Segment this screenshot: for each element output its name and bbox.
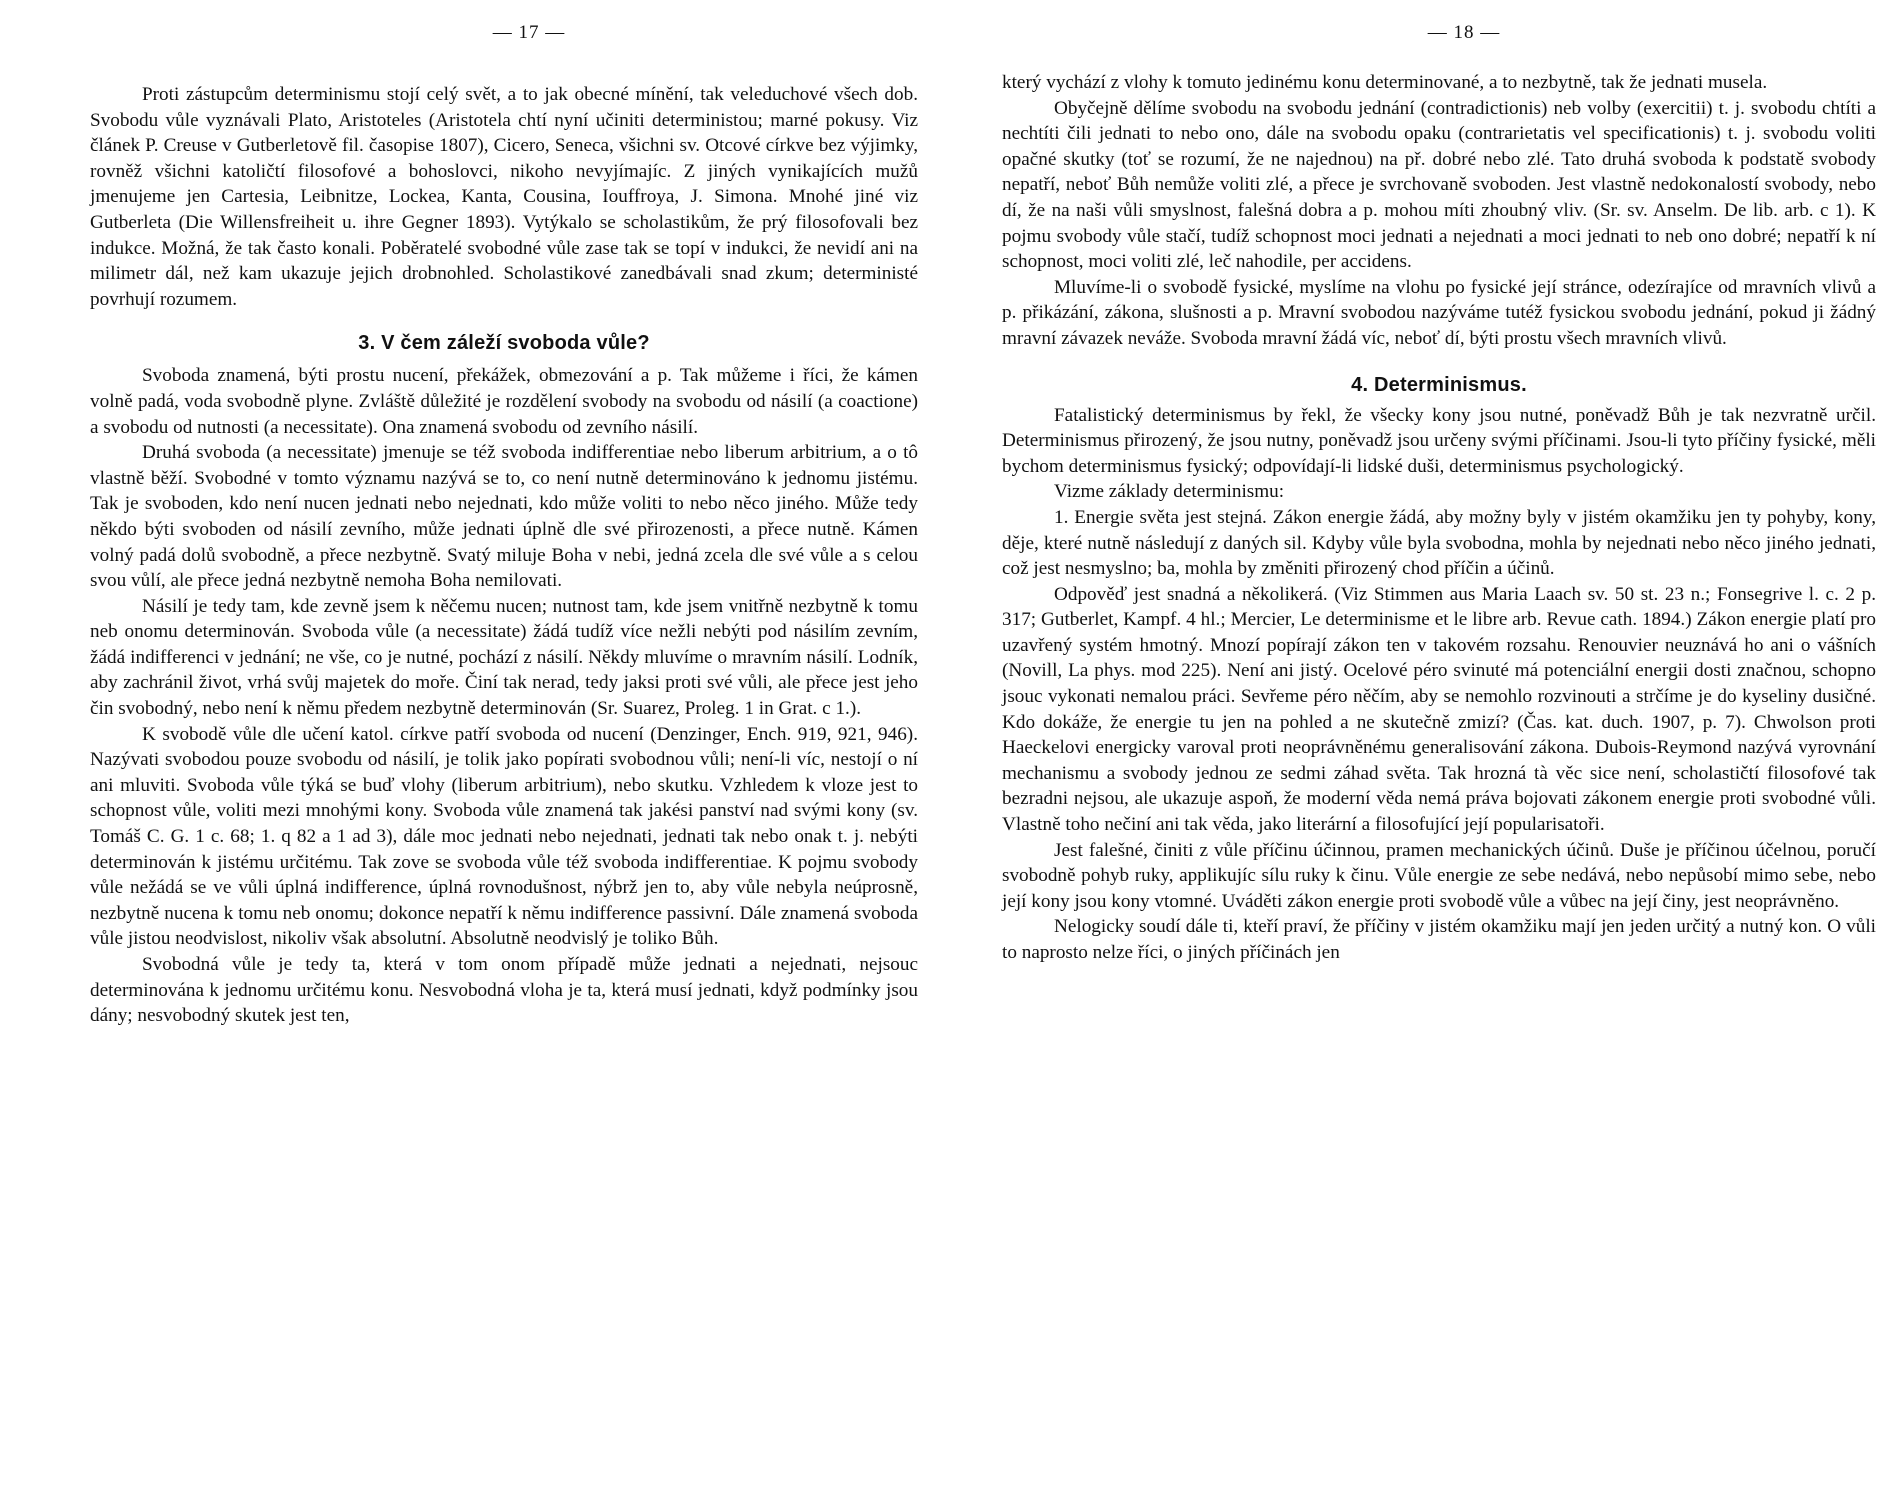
paragraph: který vychází z vlohy k tomuto jedinému konu determinované, a to nezbytně, tak že jednati musela. [1002,72,1768,93]
paragraph: Vizme základy determinismu: [1054,481,1285,503]
paragraph: Násilí je tedy tam, kde zevně jsem k něčemu nucen; nutnost tam, kde jsem vnitřně nezbytně k tomu neb onomu determinován. Svoboda vůle (a necessitate) žádá tudíž více nežli nebýti pod násilím zevním, žádá indifferenci v jednání; ne vše, co je nutné, pochází z násilí. Někdy mluvíme o mravním násilí. Lodník, aby zachránil život, vrhá svůj majetek do moře. Činí tak nerad, tedy jaksi proti své vůli, ale přece jest jeho čin svobodný, nebo není k němu předem nezbytně determinován (Sr. Suarez, Proleg. 1 in Grat. c 1.). [90,595,918,720]
paragraph: Nelogicky soudí dále ti, kteří praví, že příčiny v jistém okamžiku mají jen jeden určitý a nutný kon. O vůli to naprosto nelze říci, o jiných příčinách jen [1002,916,1876,963]
paragraph: K svobodě vůle dle učení katol. církve patří svoboda od nucení (Denzinger, Ench. 919, 921, 946). Nazývati svobodou pouze svobodu od násilí, je tolik jako popírati svobodnou vůli; není-li víc, nestojí o ní ani mluviti. Svoboda vůle týká se buď vlohy (liberum arbitrium), nebo skutku. Vzhledem k vloze jest to schopnost vůle, voliti mezi mnohými kony. Svoboda vůle znamená tak jakési panství nad svými kony (sv. Tomáš C. G. 1 c. 68; 1. q 82 a 1 ad 3), dále moc jednati nebo nejednati, jednati tak nebo onak t. j. nebýti determinován k jistému určitému. Tak zove se svoboda vůle též svoboda indifferentiae. K pojmu svobody vůle nežádá se ve vůli úplná indifference, úplná rovnodušnost, nýbrž jen to, aby vůle nebyla neúprosně, nezbytně nucena k tomu neb onomu; dokonce nepatří k němu indifference passivní. Dále znamená svoboda vůle jistou neodvislost, nikoliv však absolutní. Absolutně neodvislý je toliko Bůh. [90,723,918,950]
page-number: — 17 — [492,22,566,43]
paragraph: Svobodná vůle je tedy ta, která v tom onom případě může jednati a nejednati, nejsouc determinována k jednomu určitému konu. Nesvobodná vloha je ta, která musí jednati, když podmínky jsou dány; nesvobodný skutek jest ten, [90,954,918,1027]
paragraph: Proti zástupcům determinismu stojí celý svět, a to jak obecné mínění, tak veleduchové všech dob. Svobodu vůle vyznávali Plato, Aristoteles (Aristotela chtí nyní učiniti deterministou; marné pokusy. Viz článek P. Creuse v Gutberletově fil. časopise 1807), Cicero, Seneca, všichni sv. Otcové církve bez výjimky, rovněž všichni katoličtí filosofové a bohoslovci, nikoho nevyjímajíc. Z jiných vynikajících mužů jmenujeme jen Cartesia, Leibnitze, Lockea, Kanta, Cousina, Iouffroya, J. Simona. Mnohé jiné viz Gutberleta (Die Willensfreiheit u. ihre Gegner 1893). Vytýkalo se scholastikům, že prý filosofovali bez indukce. Možná, že tak často konali. Poběratelé svobodné vůle zase tak se topí v indukci, že nevidí ani na milimetr dál, než kam ukazuje jejich drobnohled. Scholastikové zanedbávali snad zkum; deterministé povrhují rozumem. [90,84,918,310]
paragraph: Fatalistický determinismus by řekl, že všecky kony jsou nutné, poněvadž Bůh je tak nezvratně určil. Determinismus přirozený, že jsou nutny, poněvadž jsou určeny svými příčinami. Jsou-li tyto příčiny fysické, měli bychom determinismus fysický; odpovídají-li lidské duši, determinismus psychologický. [1002,404,1876,477]
page-number: — 18 — [1427,22,1501,43]
paragraph: Odpověď jest snadná a několikerá. (Viz Stimmen aus Maria Laach sv. 50 st. 23 n.; Fonsegrive l. c. 2 p. 317; Gutberlet, Kampf. 4 hl.; Mercier, Le determinisme et le libre arb. Revue cath. 1894.) Zákon energie platí pro uzavřený systém hmotný. Mnozí popírají zákon ten v takovém rozsahu. Renouvier neuznává ho ani o vášních (Novill, La phys. mod 225). Není ani jistý. Ocelové péro svinuté má potenciální energii dosti značnou, schopno jsouc vykonati nemalou práci. Sevřeme péro něčím, aby se nemohlo rozvinouti a strčíme je do kyseliny dusičné. Kdo dokáže, že energie tu jen na pohled a ne skutečně zmizí? (Čas. kat. duch. 1907, p. 7). Chwolson proti Haeckelovi energicky varoval proti neoprávněnému generalisování zákona. Dubois-Reymond nazývá vyrovnání mechanismu a svobody jednou ze sedmi záhad světa. Tak hrozná tà věc sice není, scholastičtí filosofové tak bezradni nejsou, ale ukazuje aspoň, že moderní věda nemá práva bojovati zákonem energie proti svobodné vůli. Vlastně toho nečiní ani tak věda, jako literární a filosofující její popularisatoři. [1002,583,1876,836]
paragraph: Mluvíme-li o svobodě fysické, myslíme na vlohu po fysické její stránce, odezírajíce od mravních vlivů a p. přikázání, zákona, slušnosti a p. Mravní svobodou nazýváme tutéž fysickou svobodu jednání, pokud ji žádný mravní závazek neváže. Svoboda mravní žádá víc, neboť dí, býti prostu všech mravních vlivů. [1002,276,1876,349]
section-heading: 3. V čem záleží svoboda vůle? [358,332,650,355]
paragraph: 1. Energie světa jest stejná. Zákon energie žádá, aby možny byly v jistém okamžiku jen ty pohyby, kony, děje, které nutně následují z daných sil. Kdyby vůle byla svobodna, mohla by nejednati nebo něco jiného jednati, což jest nesmyslno; ba, mohla by změniti přirozený chod příčin a účinů. [1002,506,1876,580]
paragraph: Obyčejně dělíme svobodu na svobodu jednání (contradictionis) neb volby (exercitii) t. j. svobodu chtíti a nechtíti čili jednati to nebo ono, dále na svobodu opaku (contrarietatis vel specificationis) t. j. svobodu voliti opačné skutky (toť se rozumí, že ne najednou) na př. dobré nebo zlé. Tato druhá svoboda k podstatě svobody nepatří, neboť Bůh nemůže voliti zlé, a přece je svrchovaně svoboden. Jest vlastně nedokonalostí svobody, nebo dí, že na naši vůli smyslnost, falešná dobra a p. mohou míti zhoubný vliv. (Sr. sv. Anselm. De lib. arb. c 1). K pojmu svobody vůle stačí, tudíž schopnost moci jednati a nejednati a moci jednati to neb ono dobré; nepatří k ní schopnost, moci voliti zlé, leč nahodile, per accidens. [1002,97,1876,273]
section-heading: 4. Determinismus. [1351,373,1527,396]
right-page [952,0,1904,1500]
paragraph: Svoboda znamená, býti prostu nucení, překážek, obmezování a p. Tak můžeme i říci, že kámen volně padá, voda svobodně plyne. Zvláště důležité je rozdělení svobody na svobodu od násilí (a coactione) a svobodu od nutnosti (a necessitate). Ona znamená svobodu od zevního násilí. [90,365,918,438]
paragraph: Druhá svoboda (a necessitate) jmenuje se též svoboda indifferentiae nebo liberum arbitrium, a o tô vlastně běží. Svobodné v tomto významu nazývá se to, co není nutně determinováno k jednomu jistému. Tak je svoboden, kdo není nucen jednati nebo nejednati, kdo může voliti to nebo něco jiného. Může tedy někdo býti svoboden od násilí zevního, může jednati úplně dle své přirozenosti, a přece nutně. Kámen volný padá dolů svobodně, a přece nezbytně. Svatý miluje Boha v nebi, jedná zcela dle své vůle a s celou svou vůlí, ale přece jedná nezbytně nemoha Boha nemilovati. [90,442,918,592]
paragraph: Jest falešné, činiti z vůle příčinu účinnou, pramen mechanických účinů. Duše je příčinou účelnou, poručí svobodně pohyb ruky, applikujíc sílu ruky k činu. Vůle energie ze sebe nedává, nebo nepůsobí mimo sebe, nebo její kony jsou kony vtomné. Uváděti zákon energie proti svobodě vůle a vůbec na její činy, jest neoprávněno. [1002,839,1876,912]
